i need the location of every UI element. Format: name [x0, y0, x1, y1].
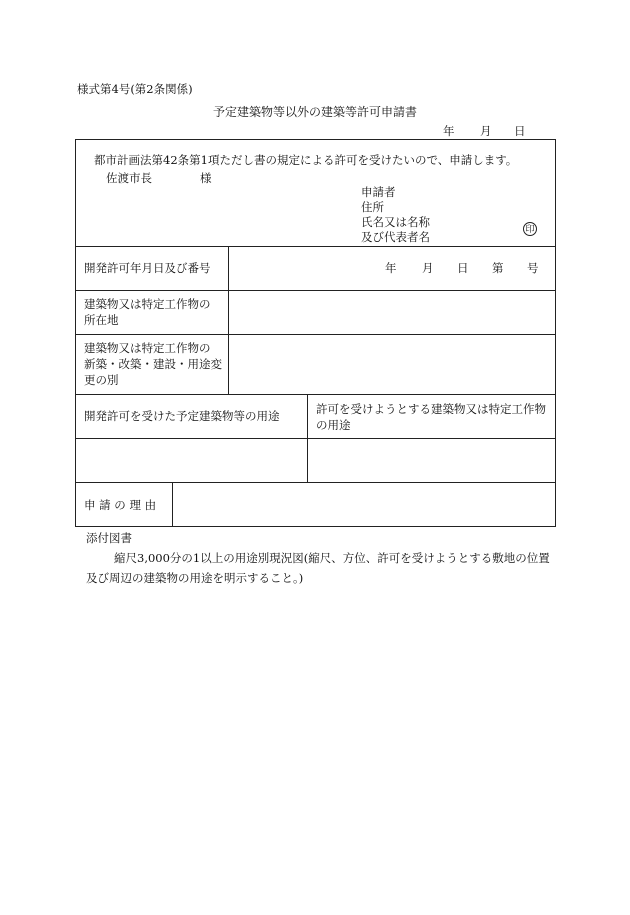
attachment-line1: 縮尺3,000分の1以上の用途別現況図(縮尺、方位、許可を受けようとする敷地の位置: [114, 551, 550, 565]
applicant-name-label: 氏名又は名称: [361, 215, 430, 229]
construction-type-label-line1: 建築物又は特定工作物の: [84, 341, 211, 355]
date-month-label: 月: [480, 124, 492, 138]
column-divider: [228, 246, 229, 394]
date-year-label: 年: [443, 124, 455, 138]
form-number-label: 様式第4号(第2条関係): [77, 82, 193, 96]
applicant-label: 申請者: [361, 185, 396, 199]
construction-type-label-line2: 新築・改築・建設・用途変: [84, 357, 222, 371]
date-day-label: 日: [514, 124, 526, 138]
seal-mark: 印: [523, 222, 537, 236]
row-divider: [76, 438, 555, 439]
permit-month-label: 月: [422, 261, 434, 275]
form-title: 予定建築物等以外の建築等許可申請書: [212, 105, 417, 119]
planned-use-label: 開発許可を受けた予定建築物等の用途: [84, 409, 280, 423]
row-divider: [76, 334, 555, 335]
location-label-line2: 所在地: [84, 313, 119, 327]
location-label-line1: 建築物又は特定工作物の: [84, 297, 211, 311]
reason-label: 申 請 の 理 由: [84, 498, 157, 512]
addressee-name: 佐渡市長: [106, 171, 152, 185]
row-divider: [76, 482, 555, 483]
applicant-representative-label: 及び代表者名: [361, 230, 430, 244]
permit-dai-label: 第: [492, 261, 504, 275]
construction-type-label-line3: 更の別: [84, 373, 119, 387]
attachment-line2: 及び周辺の建築物の用途を明示すること。): [86, 571, 304, 585]
attachment-title: 添付図書: [86, 531, 132, 545]
requested-use-label-line1: 許可を受けようとする建築物又は特定工作物: [316, 402, 546, 416]
row-divider: [76, 290, 555, 291]
permit-date-number-label: 開発許可年月日及び番号: [84, 261, 211, 275]
applicant-address-label: 住所: [361, 200, 384, 214]
column-divider: [307, 394, 308, 482]
permit-day-label: 日: [457, 261, 469, 275]
permit-year-label: 年: [385, 261, 397, 275]
permit-go-label: 号: [527, 261, 539, 275]
row-divider: [76, 246, 555, 247]
row-divider: [76, 394, 555, 395]
application-form-table: [75, 139, 556, 527]
addressee-honorific: 様: [200, 171, 212, 185]
application-statement: 都市計画法第42条第1項ただし書の規定による許可を受けたいので、申請します。: [94, 153, 518, 167]
requested-use-label-line2: の用途: [316, 418, 351, 432]
column-divider: [172, 482, 173, 527]
